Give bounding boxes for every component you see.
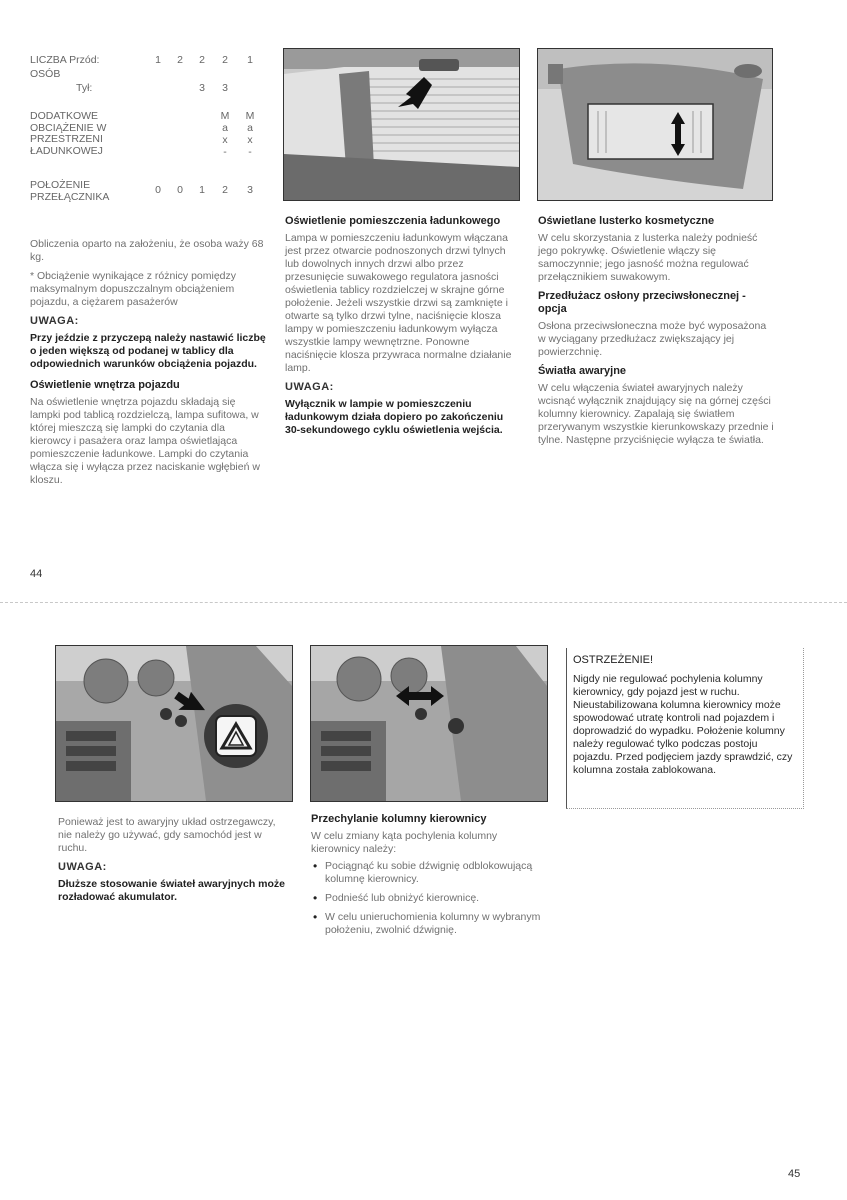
vanity-mirror-heading: Oświetlane lusterko kosmetyczne: [538, 215, 715, 227]
uwaga-heading-bottom: UWAGA:: [58, 861, 107, 873]
table-row-rear: [30, 83, 266, 111]
val-extra-mid-1: a: [222, 122, 228, 134]
val-extra-dash-1: -: [223, 146, 227, 158]
bullet-dot: •: [313, 910, 318, 924]
label-people-front: LICZBA Przód:: [30, 54, 100, 66]
sun-visor-extension-heading: Przedłużacz osłony przeciwsłonecznej - opcja: [538, 290, 746, 315]
table-row-switch: [30, 179, 266, 209]
val-switch-3: 1: [199, 184, 205, 196]
val-rear-2: 3: [222, 82, 228, 94]
interior-lighting-body: Na oświetlenie wnętrza pojazdu składają się lampki pod tablicą rozdzielczą, lampa sufitowa, w której mieszczą się lampki do czytania dla kierowcy i pasażera oraz lampa oświetlająca pomieszczenie ładunkowe. Lampki do czytania włącza się i wyłącza przez naciskanie wgłębień w kloszu.: [30, 396, 260, 486]
label-rear: Tył:: [76, 82, 93, 94]
val-extra-top-1: M: [220, 110, 230, 122]
uwaga-heading: UWAGA:: [30, 315, 79, 327]
vanity-mirror-body: W celu skorzystania z lusterka należy podnieść jego pokrywkę. Oświetlenie włączy się samoczynnie; jego jasność można regulować przełącznikiem suwakowym.: [538, 232, 758, 283]
warning-body: Nigdy nie regulować pochylenia kolumny kierownicy, gdy pojazd jest w ruchu. Nieustabilizowana kolumna kierownicy może spowodować utratę kontroli nad pojazdem i doprowadzić do wypadku. Położenie kolumny należy regulować tylko podczas postoju pojazdu. Przed podjęciem jazdy sprawdzić, czy kolumna została zablokowana.: [573, 673, 793, 776]
battery-warning: Dłuższe stosowanie świateł awaryjnych może rozładować akumulator.: [58, 878, 285, 903]
table-row-front: [30, 55, 266, 69]
val-switch-4: 2: [222, 184, 228, 196]
trailer-warning: Przy jeździe z przyczepą należy nastawić liczbę o jeden większą od podanej w tablicy dla odpowiednich warunków obciążenia pojazdu.: [30, 332, 266, 370]
hazard-usage-note: Ponieważ jest to awaryjny układ ostrzegawczy, nie należy go używać, gdy samochód jest w ruchu.: [58, 816, 276, 854]
cargo-switch-warning: Wyłącznik w lampie w pomieszczeniu ładunkowym działa dopiero po zakończeniu 30-sekundowego cyklu oświetlenia wejścia.: [285, 398, 504, 436]
label-osob: OSÓB: [30, 68, 61, 80]
footnote: * Obciążenie wynikające z różnicy pomiędzy maksymalnym dopuszczalnym obciążeniem pojazdu, a ciężarem pasażerów: [30, 270, 237, 308]
val-extra-top-2: M: [245, 110, 255, 122]
val-extra-bot-1: x: [222, 134, 228, 146]
calc-note: Obliczenia oparto na założeniu, że osoba waży 68 kg.: [30, 238, 264, 263]
bullet-dot: •: [313, 859, 318, 873]
label-extra-load: DODATKOWE OBCIĄŻENIE W PRZESTRZENI ŁADUNKOWEJ: [30, 110, 107, 157]
vanity-mirror-photo: [537, 48, 773, 201]
page-divider: [0, 602, 847, 604]
page-number-44: 44: [30, 568, 43, 580]
label-switch-position: POŁOŻENIE PRZEŁĄCZNIKA: [30, 179, 110, 203]
val-front-1: 1: [155, 54, 161, 66]
val-switch-5: 3: [247, 184, 253, 196]
hazard-lights-heading: Światła awaryjne: [538, 365, 627, 377]
interior-lighting-heading: Oświetlenie wnętrza pojazdu: [30, 379, 180, 391]
bottom-left-text: [58, 816, 290, 910]
steering-tilt-steps: [311, 860, 546, 937]
hazard-lights-body: W celu włączenia świateł awaryjnych należy wcisnąć wyłącznik znajdujący się na górnej części kolumny kierownicy. Zapalają się światłem przerywanym wszystkie kierunkowskazy przednie i tylne. Następne przyciśnięcie wyłącza te światła.: [538, 382, 774, 446]
left-column-text: [30, 238, 266, 493]
cargo-lighting-heading: Oświetlenie pomieszczenia ładunkowego: [285, 215, 501, 227]
uwaga-heading-mid: UWAGA:: [285, 381, 334, 393]
sun-visor-extension-body: Osłona przeciwsłoneczna może być wyposażona w wyciągany przedłużacz zwiększający jej powierzchnię.: [538, 320, 767, 358]
warning-heading: OSTRZEŻENIE!: [573, 654, 654, 666]
val-front-4: 2: [222, 54, 228, 66]
steering-tilt-intro: W celu zmiany kąta pochylenia kolumny kierownicy należy:: [311, 830, 498, 855]
list-item: [311, 892, 546, 905]
table-row-osob: [30, 69, 266, 83]
list-item: [311, 860, 546, 886]
cargo-lighting-body: Lampa w pomieszczeniu ładunkowym włączana jest przez otwarcie podnoszonych drzwi tylnych lub dowolnych innych drzwi albo przez przesunięcie suwakowego regulatora jasności oświetlenia tablicy rozdzielczej w skrajne górne położenie. Jeżeli wszystkie drzwi są zamknięte i otwarte są tylko drzwi tylne, naciśnięcie klosza lampy w pomieszczeniu ładunkowym wyłącza wszystkie lampy wewnętrzne. Ponowne naciśnięcie klosza przywraca normalne działanie lamp.: [285, 232, 512, 374]
step-2: Podnieść lub obniżyć kierownicę.: [325, 892, 480, 904]
val-rear-1: 3: [199, 82, 205, 94]
mid-column-text: [285, 215, 519, 443]
steering-tilt-heading: Przechylanie kolumny kierownicy: [311, 813, 487, 825]
val-extra-mid-2: a: [247, 122, 253, 134]
val-extra-bot-2: x: [247, 134, 253, 146]
val-front-5: 1: [247, 54, 253, 66]
page-number-45: 45: [788, 1168, 801, 1180]
step-3: W celu unieruchomienia kolumny w wybranym położeniu, zwolnić dźwignię.: [325, 911, 541, 936]
step-1: Pociągnąć ku sobie dźwignię odblokowującą kolumnę kierownicy.: [325, 860, 533, 885]
load-table: [30, 55, 266, 209]
val-switch-1: 0: [155, 184, 161, 196]
val-extra-dash-2: -: [248, 146, 252, 158]
val-front-3: 2: [199, 54, 205, 66]
hazard-switch-photo: [55, 645, 293, 802]
val-front-2: 2: [177, 54, 183, 66]
warning-box-content: [573, 654, 795, 783]
right-column-text: [538, 215, 774, 453]
table-row-extra-load: [30, 111, 266, 179]
list-item: [311, 911, 546, 937]
bottom-mid-text: [311, 813, 546, 943]
cargo-lamp-photo: [283, 48, 520, 201]
val-switch-2: 0: [177, 184, 183, 196]
warning-box: [566, 648, 804, 809]
bullet-dot: •: [313, 891, 318, 905]
steering-column-photo: [310, 645, 548, 802]
